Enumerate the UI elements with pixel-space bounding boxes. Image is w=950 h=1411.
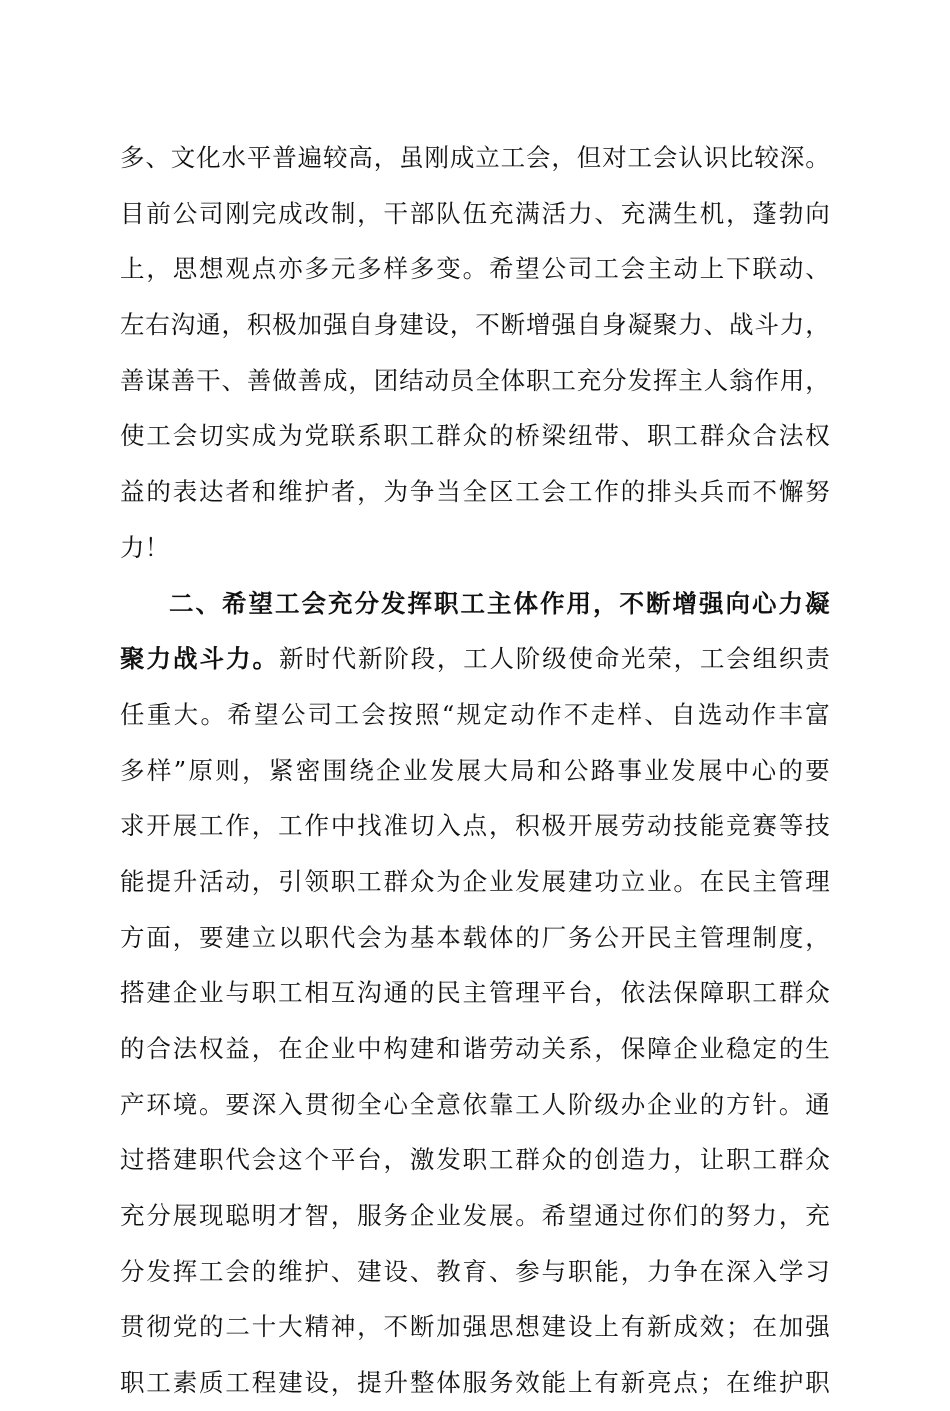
paragraph-1-line-7: 益的表达者和维护者，为争当全区工会工作的排头兵而不懈努 bbox=[120, 477, 830, 507]
paragraph-2-line-12: 充分展现聪明才智，服务企业发展。希望通过你们的努力，充 bbox=[120, 1201, 830, 1231]
paragraph-2-line-9: 的合法权益，在企业中构建和谐劳动关系，保障企业稳定的生 bbox=[120, 1034, 830, 1063]
paragraph-1-line-2: 目前公司刚完成改制，干部队伍充满活力、充满生机，蓬勃向 bbox=[120, 198, 830, 228]
paragraph-2-line-15: 职工素质工程建设，提升整体服务效能上有新亮点；在维护职 bbox=[120, 1368, 830, 1398]
paragraph-2-line-8: 搭建企业与职工相互沟通的民主管理平台，依法保障职工群众 bbox=[120, 978, 830, 1008]
paragraph-1-line-1: 多、文化水平普遍较高，虽刚成立工会，但对工会认识比较深。 bbox=[120, 143, 830, 172]
paragraph-1-line-5: 善谋善干、善做善成，团结动员全体职工充分发挥主人翁作用， bbox=[120, 365, 830, 395]
paragraph-2-line-6: 能提升活动，引领职工群众为企业发展建功立业。在民主管理 bbox=[120, 866, 830, 896]
paragraph-1-line-3: 上，思想观点亦多元多样多变。希望公司工会主动上下联动、 bbox=[120, 254, 830, 284]
paragraph-2-line-5: 求开展工作，工作中找准切入点，积极开展劳动技能竞赛等技 bbox=[120, 811, 830, 841]
paragraph-2-line-2 bbox=[120, 631, 830, 687]
paragraph-2-line-10: 产环境。要深入贯彻全心全意依靠工人阶级办企业的方针。通 bbox=[120, 1089, 830, 1119]
paragraph-1-line-8: 力！ bbox=[120, 532, 170, 562]
section-heading-part-1: 二、希望工会充分发挥职工主体作用，不断增强向心力凝 bbox=[169, 588, 830, 618]
paragraph-2-heading-line-1 bbox=[120, 576, 830, 632]
paragraph-2-line-14: 贯彻党的二十大精神，不断加强思想建设上有新成效；在加强 bbox=[120, 1312, 830, 1342]
document-body bbox=[120, 130, 830, 1411]
paragraph-2-line-11: 过搭建职代会这个平台，激发职工群众的创造力，让职工群众 bbox=[120, 1145, 830, 1175]
paragraph-1-line-6: 使工会切实成为党联系职工群众的桥梁纽带、职工群众合法权 bbox=[120, 421, 830, 451]
paragraph-2-line-7: 方面，要建立以职代会为基本载体的厂务公开民主管理制度， bbox=[120, 922, 830, 952]
paragraph-2-line-2-text: 新时代新阶段，工人阶级使命光荣，工会组织责 bbox=[279, 644, 830, 674]
paragraph-1-line-4: 左右沟通，积极加强自身建设，不断增强自身凝聚力、战斗力， bbox=[120, 310, 830, 340]
paragraph-2-line-13: 分发挥工会的维护、建设、教育、参与职能，力争在深入学习 bbox=[120, 1256, 830, 1286]
section-heading-part-2: 聚力战斗力。 bbox=[120, 644, 280, 674]
paragraph-2-line-4: 多样”原则，紧密围绕企业发展大局和公路事业发展中心的要 bbox=[120, 755, 830, 785]
paragraph-2-line-3: 任重大。希望公司工会按照“规定动作不走样、自选动作丰富 bbox=[120, 699, 830, 729]
